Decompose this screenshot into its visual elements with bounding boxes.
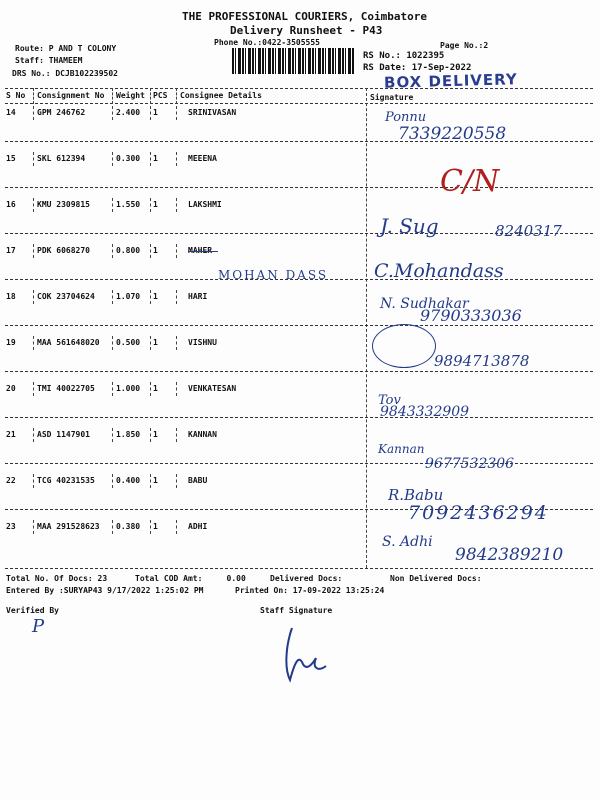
row-weight: 0.800 — [116, 246, 141, 255]
rs-number: RS No.: 1022395 — [363, 51, 445, 61]
row-pcs: 1 — [153, 154, 158, 163]
phone-number: Phone No.:0422-3505555 — [214, 38, 320, 47]
row-consignment: TCG 40231535 — [37, 476, 95, 485]
row-pcs: 1 — [153, 338, 158, 347]
col-signature: Signature — [370, 93, 414, 102]
row-consignment: KMU 2309815 — [37, 200, 90, 209]
row-consignee: BABU — [188, 476, 208, 485]
row-pcs: 1 — [153, 522, 158, 531]
signature-row-16: J. Sug — [380, 214, 439, 238]
row-sno: 16 — [6, 200, 16, 209]
footer-divider — [5, 568, 593, 569]
row-pcs: 1 — [153, 108, 158, 117]
col-divider — [176, 152, 177, 166]
signature-row-20: Tov — [378, 393, 401, 408]
row-consignment: TMI 40022705 — [37, 384, 95, 393]
runsheet-title: Delivery Runsheet - P43 — [230, 24, 383, 37]
col-divider — [150, 244, 151, 258]
col-divider — [176, 474, 177, 488]
row-sno: 20 — [6, 384, 16, 393]
sig-phone-22: 7092436294 — [408, 502, 549, 524]
col-divider — [150, 152, 151, 166]
col-divider — [176, 244, 177, 258]
col-divider — [176, 428, 177, 442]
sig-phone-19: 9894713878 — [434, 352, 530, 370]
col-divider — [33, 474, 34, 488]
company-name: THE PROFESSIONAL COURIERS, Coimbatore — [182, 10, 428, 23]
row-consignee: LAKSHMI — [188, 200, 222, 209]
col-sno: S No — [6, 91, 26, 100]
col-divider — [176, 106, 177, 120]
total-docs: Total No. Of Docs: 23 — [6, 574, 108, 583]
col-divider — [112, 336, 113, 350]
col-divider — [112, 244, 113, 258]
row-weight: 1.000 — [116, 384, 141, 393]
row-consignment: GPM 246762 — [37, 108, 86, 117]
barcode — [232, 48, 354, 74]
header-divider-top — [5, 88, 593, 89]
row-sno: 23 — [6, 522, 16, 531]
row-weight: 1.850 — [116, 430, 141, 439]
entered-by: Entered By :SURYAP43 9/17/2022 1:25:02 PM — [6, 586, 204, 595]
row-weight: 2.400 — [116, 108, 141, 117]
sig-row-15: C/N — [440, 164, 500, 199]
row-consignee: VISHNU — [188, 338, 217, 347]
col-divider — [150, 428, 151, 442]
verifier-initials: P — [32, 616, 45, 637]
table-row — [5, 384, 593, 428]
col-divider — [150, 474, 151, 488]
signature-row-14: Ponnu — [385, 110, 427, 125]
col-divider — [176, 336, 177, 350]
col-divider — [33, 152, 34, 166]
row-sno: 22 — [6, 476, 16, 485]
staff-name: Staff: THAMEEM — [15, 56, 83, 65]
row-pcs: 1 — [153, 384, 158, 393]
row-divider — [5, 417, 593, 418]
col-divider — [150, 106, 151, 120]
row-weight: 0.400 — [116, 476, 141, 485]
row-consignment: SKL 612394 — [37, 154, 86, 163]
row-weight: 0.380 — [116, 522, 141, 531]
row-weight: 0.300 — [116, 154, 141, 163]
col-divider — [33, 336, 34, 350]
col-divider — [176, 382, 177, 396]
col-divider — [112, 152, 113, 166]
col-divider — [176, 88, 177, 104]
sig-phone-14: 7339220558 — [398, 124, 507, 144]
row-divider — [5, 187, 593, 188]
col-divider — [33, 428, 34, 442]
delivered-docs: Delivered Docs: — [270, 574, 343, 583]
col-divider — [33, 244, 34, 258]
row-divider — [5, 371, 593, 372]
row-pcs: 1 — [153, 292, 158, 301]
row-consignment: ASD 1147901 — [37, 430, 90, 439]
staff-signature-scribble — [270, 620, 340, 690]
page-number: Page No.:2 — [440, 41, 489, 50]
sig-phone-23: 9842389210 — [455, 545, 564, 565]
col-divider — [33, 520, 34, 534]
row-pcs: 1 — [153, 430, 158, 439]
drs-number: DRS No.: DCJB102239502 — [12, 69, 118, 78]
col-weight: Weight — [116, 91, 145, 100]
col-divider — [112, 382, 113, 396]
row-divider — [5, 325, 593, 326]
sig-phone-21: 9677532306 — [425, 456, 515, 472]
row-consignee: MEEENA — [188, 154, 217, 163]
row-consignment: COK 23704624 — [37, 292, 95, 301]
row-consignee: VENKATESAN — [188, 384, 237, 393]
col-divider — [33, 198, 34, 212]
col-divider — [176, 198, 177, 212]
row-consignment: MAA 561648020 — [37, 338, 100, 347]
non-delivered-docs: Non Delivered Docs: — [390, 574, 482, 583]
signature-row-22: R.Babu — [388, 486, 444, 504]
row-consignee: SRINIVASAN — [188, 108, 237, 117]
col-divider — [112, 106, 113, 120]
row-weight: 1.070 — [116, 292, 141, 301]
col-divider — [112, 198, 113, 212]
col-divider — [112, 474, 113, 488]
col-divider — [33, 106, 34, 120]
row-weight: 1.550 — [116, 200, 141, 209]
row-sno: 18 — [6, 292, 16, 301]
sig-row-17: C.Mohandass — [374, 260, 504, 282]
note-row-17: MOHAN DASS — [218, 268, 329, 282]
row-consignment: MAA 291528623 — [37, 522, 100, 531]
col-divider — [112, 428, 113, 442]
circled-signature-row-19 — [372, 324, 436, 368]
col-divider — [176, 520, 177, 534]
col-divider — [112, 520, 113, 534]
col-divider — [33, 382, 34, 396]
col-consignment: Consignment No — [37, 91, 105, 100]
row-sno: 21 — [6, 430, 16, 439]
row-consignment: PDK 6068270 — [37, 246, 90, 255]
col-divider — [150, 198, 151, 212]
sig-phone-16: 8240317 — [495, 222, 562, 240]
row-sno: 17 — [6, 246, 16, 255]
col-divider — [176, 290, 177, 304]
col-divider — [150, 290, 151, 304]
row-sno: 19 — [6, 338, 16, 347]
row-pcs: 1 — [153, 200, 158, 209]
route: Route: P AND T COLONY — [15, 44, 117, 53]
verified-by-label: Verified By — [6, 606, 59, 615]
sig-phone-20: 9843332909 — [380, 404, 470, 420]
row-sno: 14 — [6, 108, 16, 117]
col-divider — [150, 382, 151, 396]
col-divider — [150, 336, 151, 350]
row-pcs: 1 — [153, 476, 158, 485]
row-weight: 0.500 — [116, 338, 141, 347]
col-divider — [112, 290, 113, 304]
row-sno: 15 — [6, 154, 16, 163]
row-pcs: 1 — [153, 246, 158, 255]
col-pcs: PCS — [153, 91, 168, 100]
col-divider — [33, 88, 34, 104]
rs-date: RS Date: 17-Sep-2022 — [363, 63, 472, 73]
col-divider — [112, 88, 113, 104]
col-divider — [33, 290, 34, 304]
sig-phone-18: 9790333036 — [420, 306, 522, 325]
total-cod: Total COD Amt: 0.00 — [135, 574, 246, 583]
staff-signature-label: Staff Signature — [260, 606, 333, 615]
signature-row-18: N. Sudhakar — [380, 296, 469, 312]
header-divider-bottom — [5, 103, 593, 104]
row-consignee: HARI — [188, 292, 208, 301]
row-consignee: KANNAN — [188, 430, 217, 439]
strikethrough-mark — [188, 251, 218, 252]
box-delivery-stamp: BOX DELIVERY — [383, 70, 518, 92]
row-consignee: MAHER — [188, 246, 213, 255]
signature-row-23: S. Adhi — [382, 534, 433, 550]
table-row — [5, 154, 593, 198]
printed-on: Printed On: 17-09-2022 13:25:24 — [235, 586, 385, 595]
col-divider — [150, 88, 151, 104]
col-consignee: Consignee Details — [180, 91, 262, 100]
signature-row-21: Kannan — [378, 442, 425, 456]
row-consignee: ADHI — [188, 522, 208, 531]
col-divider — [150, 520, 151, 534]
